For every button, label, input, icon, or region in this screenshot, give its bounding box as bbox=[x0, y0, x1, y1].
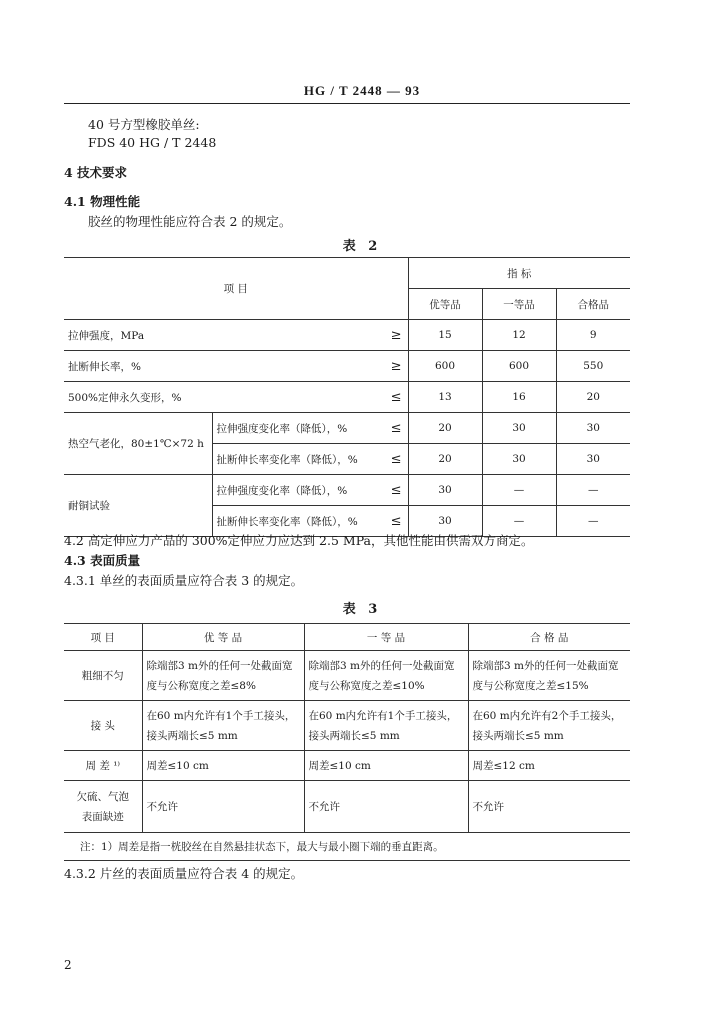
value-cell: 9 bbox=[556, 320, 630, 351]
requirement-line: 度与公称宽度之差≤8% bbox=[146, 679, 256, 692]
section-4-heading: 4 技术要求 bbox=[64, 165, 128, 180]
table-row bbox=[64, 651, 630, 701]
table-row bbox=[64, 624, 630, 651]
value-cell: 30 bbox=[408, 475, 482, 506]
value-cell: 30 bbox=[482, 444, 556, 475]
requirement-line: 除端部3 m外的任何一处截面宽 bbox=[146, 659, 293, 672]
row-item: 扯断伸长率变化率（降低），% bbox=[212, 506, 376, 537]
table-row bbox=[64, 475, 630, 506]
value-cell: 30 bbox=[556, 413, 630, 444]
section-4-1-text: 胶丝的物理性能应符合表 2 的规定。 bbox=[88, 214, 292, 229]
requirement-cell: 周差≤10 cm bbox=[304, 751, 468, 781]
row-item bbox=[64, 781, 142, 833]
value-cell: 13 bbox=[408, 382, 482, 413]
value-cell: 16 bbox=[482, 382, 556, 413]
marking-line-2: FDS 40 HG / T 2448 bbox=[88, 135, 217, 150]
value-cell: 12 bbox=[482, 320, 556, 351]
requirement-line: 除端部3 m外的任何一处截面宽 bbox=[472, 659, 619, 672]
value-cell: 30 bbox=[408, 506, 482, 537]
requirement-cell bbox=[142, 701, 304, 751]
requirement-cell bbox=[304, 651, 468, 701]
requirement-line: 接头两端长≤5 mm bbox=[146, 729, 238, 742]
table-3-head-grade: 一 等 品 bbox=[304, 624, 468, 651]
requirement-cell bbox=[468, 701, 630, 751]
row-item: 接 头 bbox=[64, 701, 142, 751]
comparison-symbol: ≤ bbox=[376, 382, 408, 413]
marking-line-1: 40 号方型橡胶单丝: bbox=[88, 117, 200, 132]
row-item: 拉伸强度变化率（降低），% bbox=[212, 413, 376, 444]
table-3-head-grade: 合 格 品 bbox=[468, 624, 630, 651]
row-item: 拉伸强度，MPa bbox=[64, 320, 376, 351]
header-rule bbox=[64, 103, 630, 104]
requirement-line: 除端部3 m外的任何一处截面宽 bbox=[308, 659, 455, 672]
row-item: 周 差 ¹⁾ bbox=[64, 751, 142, 781]
requirement-line: 接头两端长≤5 mm bbox=[308, 729, 400, 742]
value-cell: — bbox=[556, 506, 630, 537]
value-cell: 600 bbox=[408, 351, 482, 382]
section-4-3-heading: 4.3 表面质量 bbox=[64, 553, 141, 568]
grade-header: 一等品 bbox=[482, 289, 556, 320]
requirement-cell bbox=[468, 651, 630, 701]
table-row bbox=[64, 258, 630, 289]
requirement-line: 在60 m内允许有1个手工接头， bbox=[308, 709, 458, 722]
table-2 bbox=[64, 257, 630, 537]
value-cell: 20 bbox=[556, 382, 630, 413]
table-row bbox=[64, 751, 630, 781]
value-cell: 20 bbox=[408, 413, 482, 444]
value-cell: 550 bbox=[556, 351, 630, 382]
requirement-cell bbox=[142, 651, 304, 701]
requirement-cell: 周差≤10 cm bbox=[142, 751, 304, 781]
group-label-copper-test: 耐铜试验 bbox=[64, 475, 212, 537]
table-row bbox=[64, 833, 630, 861]
section-4-1-heading: 4.1 物理性能 bbox=[64, 194, 141, 209]
requirement-line: 在60 m内允许有2个手工接头， bbox=[472, 709, 622, 722]
table-row bbox=[64, 382, 630, 413]
table-row bbox=[64, 351, 630, 382]
comparison-symbol: ≤ bbox=[376, 506, 408, 537]
table-row bbox=[64, 781, 630, 833]
table-3-head-item: 项 目 bbox=[64, 624, 142, 651]
requirement-line: 度与公称宽度之差≤15% bbox=[472, 679, 589, 692]
value-cell: — bbox=[482, 475, 556, 506]
table-3 bbox=[64, 623, 630, 861]
table-2-caption: 表 2 bbox=[342, 239, 382, 254]
table-row bbox=[64, 413, 630, 444]
row-item-line: 表面缺迹 bbox=[81, 810, 124, 823]
section-4-2-text: 4.2 高定伸应力产品的 300%定伸应力应达到 2.5 MPa，其他性能由供需双方商定。 bbox=[64, 533, 534, 548]
comparison-symbol: ≥ bbox=[376, 351, 408, 382]
requirement-cell: 不允许 bbox=[142, 781, 304, 833]
standard-number-header: HG / T 2448 — 93 bbox=[303, 83, 421, 98]
row-item: 扯断伸长率，% bbox=[64, 351, 376, 382]
value-cell: 30 bbox=[556, 444, 630, 475]
table-row bbox=[64, 701, 630, 751]
value-cell: 20 bbox=[408, 444, 482, 475]
requirement-cell bbox=[304, 701, 468, 751]
table-3-note: 注：1）周差是指一桄胶丝在自然悬挂状态下，最大与最小圈下端的垂直距离。 bbox=[64, 833, 630, 861]
comparison-symbol: ≤ bbox=[376, 475, 408, 506]
grade-header: 优等品 bbox=[408, 289, 482, 320]
grade-header: 合格品 bbox=[556, 289, 630, 320]
comparison-symbol: ≤ bbox=[376, 444, 408, 475]
section-4-3-2-text: 4.3.2 片丝的表面质量应符合表 4 的规定。 bbox=[64, 866, 304, 881]
table-2-head-index: 指 标 bbox=[408, 258, 630, 289]
requirement-line: 在60 m内允许有1个手工接头， bbox=[146, 709, 296, 722]
value-cell: — bbox=[482, 506, 556, 537]
requirement-cell: 周差≤12 cm bbox=[468, 751, 630, 781]
table-3-caption: 表 3 bbox=[342, 602, 382, 617]
requirement-line: 接头两端长≤5 mm bbox=[472, 729, 564, 742]
value-cell: 30 bbox=[482, 413, 556, 444]
requirement-cell: 不允许 bbox=[468, 781, 630, 833]
row-item: 500%定伸永久变形，% bbox=[64, 382, 376, 413]
row-item: 粗细不匀 bbox=[64, 651, 142, 701]
table-row bbox=[64, 320, 630, 351]
comparison-symbol: ≥ bbox=[376, 320, 408, 351]
value-cell: 600 bbox=[482, 351, 556, 382]
row-item: 扯断伸长率变化率（降低），% bbox=[212, 444, 376, 475]
comparison-symbol: ≤ bbox=[376, 413, 408, 444]
value-cell: 15 bbox=[408, 320, 482, 351]
page-number: 2 bbox=[64, 958, 72, 972]
row-item: 拉伸强度变化率（降低），% bbox=[212, 475, 376, 506]
value-cell: — bbox=[556, 475, 630, 506]
row-item-line: 欠硫、气泡 bbox=[76, 790, 129, 803]
group-label-heat-aging: 热空气老化，80±1℃×72 h bbox=[64, 413, 212, 475]
section-4-3-1-text: 4.3.1 单丝的表面质量应符合表 3 的规定。 bbox=[64, 573, 304, 588]
table-2-head-item: 项 目 bbox=[64, 258, 408, 320]
table-3-head-grade: 优 等 品 bbox=[142, 624, 304, 651]
requirement-cell: 不允许 bbox=[304, 781, 468, 833]
requirement-line: 度与公称宽度之差≤10% bbox=[308, 679, 425, 692]
